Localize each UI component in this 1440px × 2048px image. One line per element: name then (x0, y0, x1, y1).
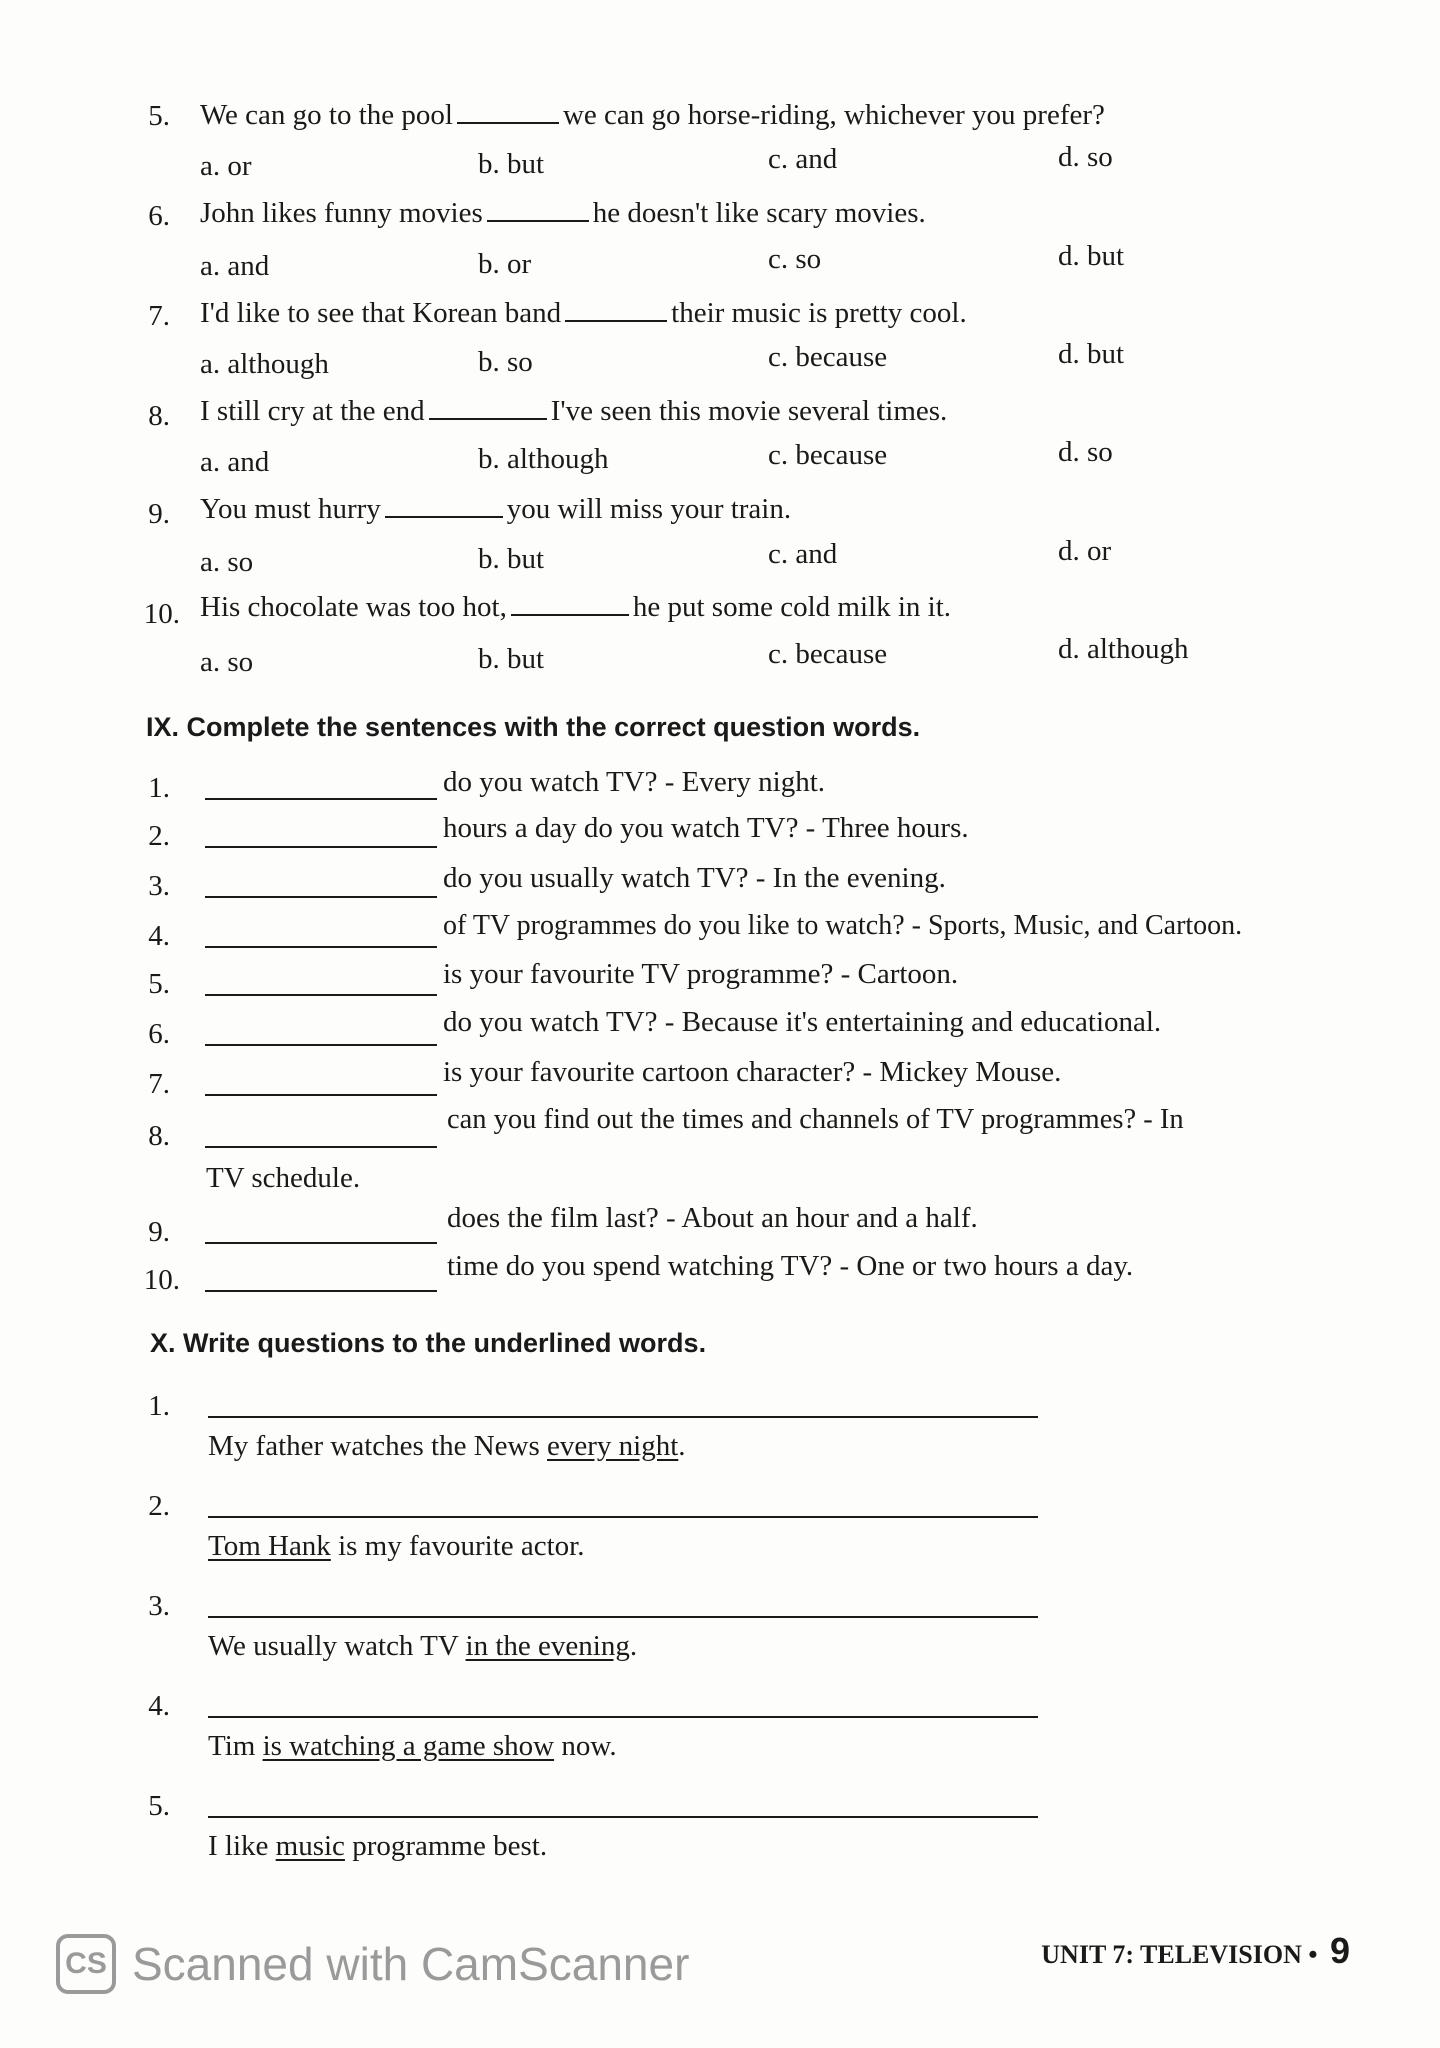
camscanner-watermark (56, 1932, 689, 1996)
prompt-post: . (629, 1630, 638, 1662)
answer-line[interactable] (208, 1716, 1038, 1718)
question-text (200, 98, 1105, 132)
question-after: you will miss your train. (506, 493, 792, 525)
item-number: 5. (148, 100, 170, 132)
watermark-text: Scanned with CamScanner (132, 1938, 690, 1990)
question-text: hours a day do you watch TV? - Three hours. (443, 812, 969, 844)
prompt-post: now. (554, 1730, 617, 1762)
page-number: 9 (1329, 1930, 1350, 1971)
unit-title: UNIT 7: TELEVISION (1041, 1940, 1302, 1969)
option-b[interactable]: b. so (478, 346, 533, 378)
prompt-sentence (208, 1830, 547, 1863)
option-c[interactable]: c. because (768, 341, 888, 373)
answer-line[interactable] (208, 1416, 1038, 1418)
option-a[interactable]: a. so (200, 546, 254, 578)
question-text: of TV programmes do you like to watch? - Sports, Music, and Cartoon. (443, 910, 1243, 941)
option-b[interactable]: b. but (478, 543, 545, 575)
answer-blank[interactable] (429, 394, 547, 420)
item-number: 6. (148, 200, 170, 232)
item-number: 6. (148, 1018, 170, 1050)
option-d[interactable]: d. so (1058, 141, 1113, 173)
answer-blank[interactable] (487, 196, 589, 222)
item-number: 9. (148, 498, 170, 530)
footer-bullet: • (1308, 1940, 1318, 1969)
prompt-underlined: in the evening (465, 1630, 630, 1662)
question-text (200, 196, 926, 230)
option-d[interactable]: d. but (1058, 338, 1125, 370)
answer-blank[interactable] (385, 492, 503, 518)
prompt-sentence (208, 1530, 585, 1563)
answer-blank[interactable] (205, 1146, 437, 1148)
option-b[interactable]: b. or (478, 248, 532, 280)
item-number: 8. (148, 1120, 170, 1152)
question-text (200, 590, 951, 624)
prompt-post: . (678, 1430, 686, 1462)
answer-blank[interactable] (205, 846, 437, 848)
prompt-underlined: music (275, 1830, 345, 1862)
answer-blank[interactable] (205, 1290, 437, 1292)
section-roman: IX. (146, 712, 180, 742)
item-number: 1. (148, 1390, 170, 1422)
question-after: their music is pretty cool. (671, 297, 967, 329)
question-before: You must hurry (200, 493, 381, 525)
item-number: 9. (148, 1216, 170, 1248)
section-heading (146, 712, 920, 743)
question-after: he put some cold milk in it. (632, 591, 952, 623)
option-a[interactable]: a. and (200, 446, 270, 478)
item-number: 3. (148, 1590, 170, 1622)
item-number: 1. (148, 772, 170, 804)
prompt-pre: My father watches the News (208, 1430, 548, 1462)
prompt-underlined: every night (547, 1430, 679, 1462)
question-text: time do you spend watching TV? - One or two hours a day. (447, 1250, 1134, 1282)
section-heading (150, 1328, 706, 1359)
prompt-post: is my favourite actor. (330, 1530, 585, 1562)
answer-blank[interactable] (205, 1094, 437, 1096)
answer-line[interactable] (208, 1516, 1038, 1518)
question-before: I'd like to see that Korean band (200, 297, 562, 329)
option-d[interactable]: d. or (1058, 535, 1112, 567)
answer-line[interactable] (208, 1616, 1038, 1618)
question-after: he doesn't like scary movies. (592, 197, 926, 229)
answer-blank[interactable] (205, 896, 437, 898)
prompt-pre: I like (208, 1830, 276, 1862)
question-continuation: TV schedule. (206, 1162, 361, 1194)
question-text (200, 492, 791, 526)
option-a[interactable]: a. so (200, 646, 254, 678)
item-number: 2. (148, 1490, 170, 1522)
option-c[interactable]: c. and (768, 538, 838, 570)
item-number: 10. (143, 598, 180, 630)
prompt-pre: Tim (208, 1730, 263, 1762)
item-number: 4. (148, 920, 170, 952)
option-a[interactable]: a. or (200, 150, 252, 182)
item-number: 5. (148, 968, 170, 1000)
option-b[interactable]: b. although (478, 443, 609, 475)
item-number: 4. (148, 1690, 170, 1722)
option-c[interactable]: c. because (768, 439, 888, 471)
section-roman: X. (150, 1328, 176, 1358)
option-c[interactable]: c. and (768, 143, 838, 175)
item-number: 2. (148, 820, 170, 852)
answer-blank[interactable] (457, 98, 559, 124)
item-number: 8. (148, 400, 170, 432)
option-a[interactable]: a. and (200, 250, 270, 282)
question-text: is your favourite TV programme? - Cartoon. (443, 958, 959, 990)
answer-blank[interactable] (205, 1044, 437, 1046)
question-before: His chocolate was too hot, (200, 591, 507, 623)
section-title: Complete the sentences with the correct question words. (186, 712, 921, 742)
question-text (200, 394, 947, 428)
section-title: Write questions to the underlined words. (183, 1328, 707, 1358)
question-text: do you usually watch TV? - In the evening. (443, 862, 946, 894)
option-d[interactable]: d. so (1058, 436, 1113, 468)
page-footer (1041, 1930, 1350, 1972)
option-b[interactable]: b. but (478, 148, 545, 180)
question-text: do you watch TV? - Because it's entertaining and educational. (443, 1006, 1162, 1038)
answer-blank[interactable] (205, 1242, 437, 1244)
item-number: 3. (148, 870, 170, 902)
question-text: do you watch TV? - Every night. (443, 766, 826, 798)
question-after: I've seen this movie several times. (550, 395, 948, 427)
question-after: we can go horse-riding, whichever you prefer? (562, 99, 1105, 131)
question-before: I still cry at the end (200, 395, 425, 427)
option-c[interactable]: c. so (768, 243, 822, 275)
option-c[interactable]: c. because (768, 638, 888, 670)
item-number: 7. (148, 1068, 170, 1100)
prompt-underlined: Tom Hank (208, 1530, 331, 1562)
question-text: does the film last? - About an hour and a half. (447, 1202, 978, 1234)
prompt-pre: We usually watch TV (208, 1630, 466, 1662)
item-number: 10. (143, 1264, 180, 1296)
prompt-underlined: is watching a game show (262, 1730, 555, 1762)
answer-blank[interactable] (511, 590, 629, 616)
answer-blank[interactable] (205, 798, 437, 800)
answer-blank[interactable] (565, 296, 667, 322)
question-text (200, 296, 967, 330)
answer-line[interactable] (208, 1816, 1038, 1818)
question-text: can you find out the times and channels of TV programmes? - In (447, 1104, 1184, 1135)
question-before: John likes funny movies (200, 197, 483, 229)
prompt-sentence (208, 1630, 637, 1663)
option-d[interactable]: d. although (1058, 633, 1189, 665)
camscanner-icon: CS (56, 1934, 116, 1994)
answer-blank[interactable] (205, 946, 437, 948)
prompt-sentence (208, 1430, 686, 1463)
question-before: We can go to the pool (200, 99, 453, 131)
option-a[interactable]: a. although (200, 348, 329, 380)
question-text: is your favourite cartoon character? - Mickey Mouse. (443, 1056, 1062, 1088)
answer-blank[interactable] (205, 994, 437, 996)
option-d[interactable]: d. but (1058, 240, 1125, 272)
item-number: 5. (148, 1790, 170, 1822)
option-b[interactable]: b. but (478, 643, 545, 675)
prompt-post: programme best. (344, 1830, 548, 1862)
item-number: 7. (148, 300, 170, 332)
prompt-sentence (208, 1730, 617, 1763)
